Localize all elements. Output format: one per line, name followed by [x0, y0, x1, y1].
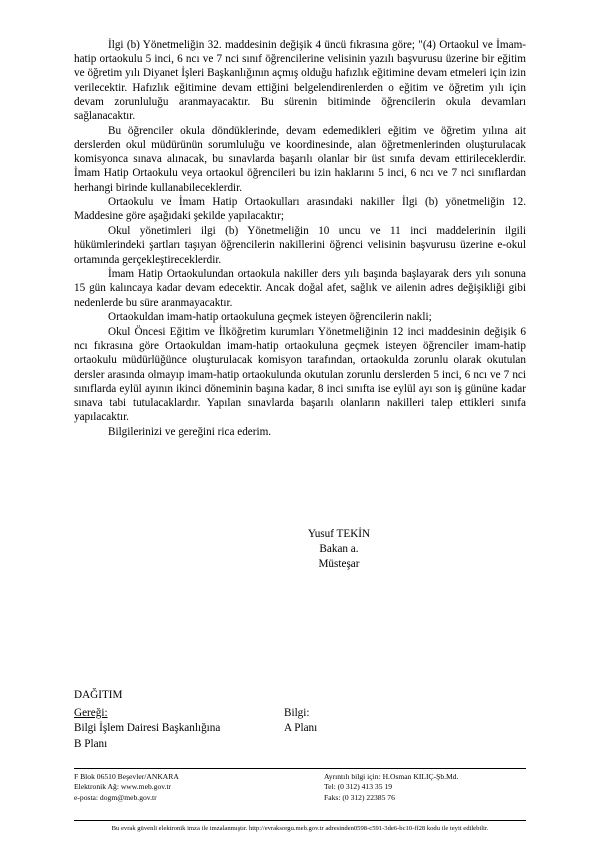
footer-email: e-posta: dogm@meb.gov.tr	[74, 792, 157, 802]
footer-address: F Blok 06510 Beşevler/ANKARA	[74, 772, 179, 781]
signature-role: Bakan a.	[319, 543, 359, 555]
signature-block	[74, 527, 526, 572]
footer-left-column	[74, 772, 324, 803]
distribution-right-item: A Planı	[284, 722, 318, 734]
distribution-heading: DAĞITIM	[74, 689, 123, 701]
signature-title: Müsteşar	[318, 558, 360, 570]
paragraph: Bu öğrenciler okula döndüklerinde, devam edemedikleri eğitim ve öğretim yılına ait derslerden okul müdürünün sorumluluğu ve koordinesinde, alan öğretmenlerinden oluşturulacak komisyonca sınava alınacak, bu sınavlarda başarılı olanlar bir üst sınıfa devam ettirileceklerdir. İmam Hatip Ortaokulu veya ortaokul öğrencileri bu izin haklarını 5 inci, 6 ncı ve 7 nci sınıflardan herhangi birinde kullanabileceklerdir.	[74, 124, 526, 194]
page-footer	[74, 768, 526, 803]
footer-website: Elektronik Ağ: www.meb.gov.tr	[74, 782, 172, 792]
paragraph: Okul yönetimleri ilgi (b) Yönetmeliğin 10 uncu ve 11 inci maddelerinin ilgili hükümlerindeki şartları taşıyan öğrencilerin nakillerini öğrenci velisinin başvurusu üzerine e-okul ortamında gerçekleştireceklerdir.	[74, 225, 526, 266]
electronic-signature-note: Bu evrak güvenli elektronik imza ile imzalanmıştır. http://evraksorgu.meb.gov.tr adresinden0598-c591-3de6-bc10-ff28 kodu ile teyit edilebilir.	[74, 820, 526, 833]
distribution-block	[74, 688, 526, 752]
footer-right-column	[324, 772, 526, 803]
paragraph: Ortaokuldan imam-hatip ortaokuluna geçmek isteyen öğrencilerin nakli;	[108, 311, 432, 324]
signature-name: Yusuf TEKİN	[307, 528, 371, 540]
paragraph: Okul Öncesi Eğitim ve İlköğretim kurumları Yönetmeliğinin 12 inci maddesinin değişik 6 ncı fıkrasına göre Ortaokuldan imam-hatip ortaokuluna geçmek isteyen öğrenciler imam-hatip ortaokulu müdürlüğünce oluşturulacak komisyon tarafından, ortaokulda zorunlu olarak okutulan dersler arasında olmayıp imam-hatip ortaokulunda okutulan zorunlu derslerden 5 inci, 6 ncı ve 7 nci sınıflarda eylül ayının ikinci döneminin başına kadar, 8 inci sınıfta ise eylül ayı son iş gününe kadar sınava tabi tutulacaklardır. Yapılan sınavlarda başarılı olanların nakilleri talep ettikleri sınıfa yapılacaktır.	[74, 326, 526, 424]
footer-fax: Faks: (0 312) 22385 76	[324, 792, 395, 802]
distribution-left-item: B Planı	[74, 737, 108, 750]
distribution-left-item: Bilgi İşlem Dairesi Başkanlığına	[74, 722, 221, 734]
distribution-left-label: Gereği:	[74, 706, 108, 719]
paragraph: İmam Hatip Ortaokulundan ortaokula nakiller ders yılı başında başlayarak ders yılı sonuna 15 gün kalıncaya kadar devam edecektir. Ancak doğal afet, sağlık ve ailenin adres değişikliği gibi nedenlerde bu süre aranmayacaktır.	[74, 268, 526, 309]
paragraph: Bilgilerinizi ve gereğini rica ederim.	[108, 425, 272, 438]
distribution-right-column	[284, 706, 484, 753]
paragraph: Ortaokulu ve İmam Hatip Ortaokulları arasındaki nakiller İlgi (b) yönetmeliğin 12. Maddesine göre aşağıdaki şekilde yapılacaktır;	[74, 196, 526, 223]
paragraph: İlgi (b) Yönetmeliğin 32. maddesinin değişik 4 üncü fıkrasına göre; "(4) Ortaokul ve İmam-hatip ortaokulu 5 inci, 6 ncı ve 7 nci sınıf öğrencilerine velisinin yazılı başvurusu üzerine bir eğitim ve öğretim yılı Diyanet İşleri Başkanlığının açmış olduğu hafızlık eğitimine devam etmeleri için izin verilecektir. Hafızlık eğitimine devam ettiğini belgelendirenlerden o eğitim ve öğretim yılı için devam zorunluluğu aranmayacaktır. Bu sürenin bitiminde öğrencilerin okula devamları sağlanacaktır.	[74, 39, 526, 123]
footer-contact-person: Ayrıntılı bilgi için: H.Osman KILIÇ-Şb.Md.	[324, 772, 459, 781]
distribution-right-label: Bilgi:	[284, 706, 310, 719]
footer-phone: Tel: (0 312) 413 35 19	[324, 782, 393, 792]
document-body	[74, 38, 526, 750]
distribution-left-column	[74, 706, 284, 753]
